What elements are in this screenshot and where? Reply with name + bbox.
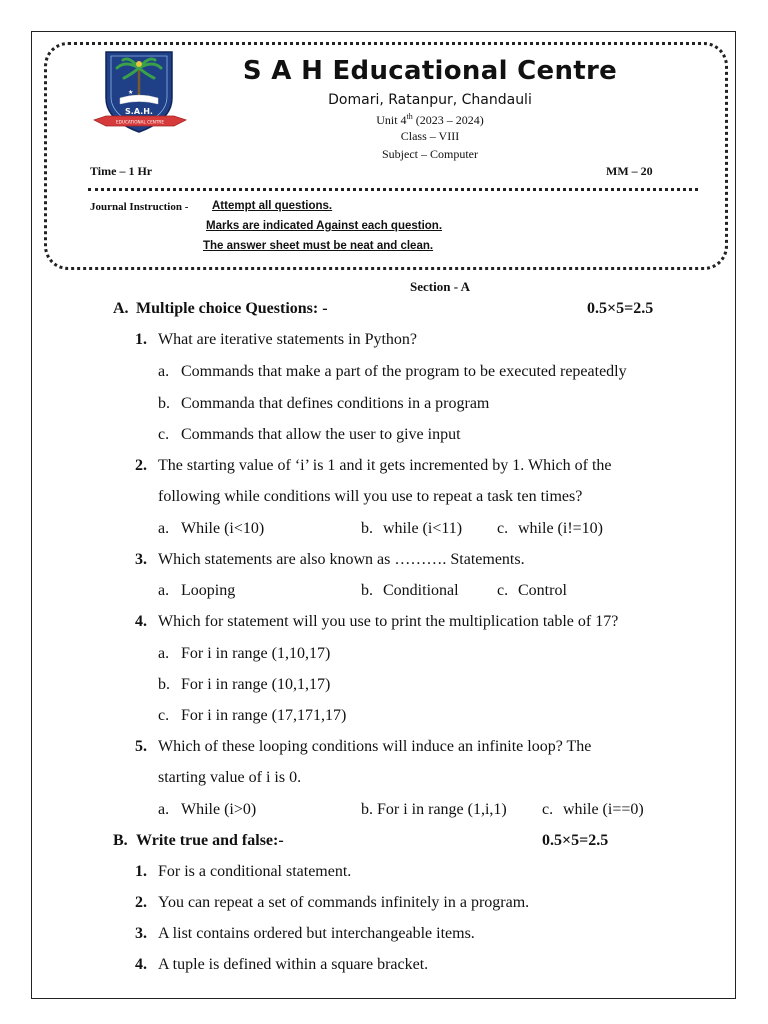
option-text: For i in range (10,1,17): [181, 676, 331, 693]
instruction-label: Journal Instruction -: [90, 201, 189, 213]
option-label: b.: [361, 520, 373, 537]
option-text: while (i!=10): [518, 520, 603, 537]
class-line: Class – VIII: [400, 129, 460, 143]
question-text-continued: following while conditions will you use to repeat a task ten times?: [158, 488, 583, 505]
statement-number: 4.: [135, 956, 147, 973]
question-text: What are iterative statements in Python?: [158, 331, 418, 348]
centre-title: S A H Educational Centre: [242, 56, 618, 86]
statement-text: A list contains ordered but interchangeable items.: [158, 925, 475, 942]
question-number: 1.: [135, 331, 147, 348]
centre-address: Domari, Ratanpur, Chandauli: [328, 92, 532, 108]
option-label: b.: [361, 582, 373, 599]
header-separator: [88, 188, 698, 191]
option-label: a.: [158, 520, 170, 537]
question-number: 4.: [135, 613, 147, 630]
question-text-continued: starting value of i is 0.: [158, 769, 302, 786]
option-label: c.: [497, 520, 509, 537]
part-b-title: Write true and false:-: [136, 832, 284, 849]
part-a-marks: 0.5×5=2.5: [587, 300, 654, 317]
part-b-letter: B.: [113, 832, 128, 849]
option-text: Commands that allow the user to give input: [181, 426, 461, 443]
option-text: Commands that make a part of the program to be executed repeatedly: [181, 363, 627, 380]
option-label: c.: [542, 801, 554, 818]
statement-number: 1.: [135, 863, 147, 880]
time-label: Time – 1 Hr: [90, 164, 153, 178]
instruction-line: Attempt all questions.: [212, 200, 333, 212]
instruction-line: The answer sheet must be neat and clean.: [203, 240, 434, 252]
question-text: Which for statement will you use to print the multiplication table of 17?: [158, 613, 619, 630]
option-label: c.: [158, 707, 170, 724]
statement-text: For is a conditional statement.: [158, 863, 352, 880]
part-b-marks: 0.5×5=2.5: [542, 832, 609, 849]
option-label: b.: [158, 395, 170, 412]
option-text: Looping: [181, 582, 236, 599]
part-a-letter: A.: [113, 300, 129, 317]
logo-ribbon-text: EDUCATIONAL CENTRE: [116, 119, 164, 125]
option-text: while (i<11): [383, 520, 463, 537]
question-text: Which statements are also known as ………. Statements.: [158, 551, 525, 568]
option-text: For i in range (1,10,17): [181, 645, 331, 662]
option-text: While (i>0): [181, 801, 257, 818]
option-text: while (i==0): [563, 801, 644, 818]
option-label: a.: [158, 801, 170, 818]
option-text: b. For i in range (1,i,1): [361, 801, 507, 818]
statement-number: 3.: [135, 925, 147, 942]
statement-text: You can repeat a set of commands infinitely in a program.: [158, 894, 530, 911]
statement-number: 2.: [135, 894, 147, 911]
option-text: Control: [518, 582, 567, 599]
max-marks-label: MM – 20: [606, 164, 653, 178]
option-label: a.: [158, 582, 170, 599]
statement-text: A tuple is defined within a square bracket.: [158, 956, 429, 973]
option-label: c.: [497, 582, 509, 599]
question-text: Which of these looping conditions will induce an infinite loop? The: [158, 738, 592, 755]
logo-text: S.A.H.: [125, 107, 153, 116]
option-label: a.: [158, 363, 170, 380]
option-label: c.: [158, 426, 170, 443]
part-a-title: Multiple choice Questions: -: [136, 300, 328, 317]
subject-line: Subject – Computer: [382, 147, 478, 161]
question-number: 3.: [135, 551, 147, 568]
option-label: a.: [158, 645, 170, 662]
option-text: While (i<10): [181, 520, 265, 537]
option-text: Conditional: [383, 582, 459, 599]
svg-text:★: ★: [128, 89, 134, 96]
section-title: Section - A: [410, 279, 470, 294]
question-number: 5.: [135, 738, 147, 755]
option-text: For i in range (17,171,17): [181, 707, 347, 724]
question-number: 2.: [135, 457, 147, 474]
unit-line: Unit 4th (2023 – 2024): [376, 112, 484, 127]
option-text: Commanda that defines conditions in a program: [181, 395, 490, 412]
option-label: b.: [158, 676, 170, 693]
school-logo: [92, 46, 188, 140]
question-text: The starting value of ‘i’ is 1 and it gets incremented by 1. Which of the: [158, 457, 612, 474]
instruction-line: Marks are indicated Against each question.: [206, 220, 443, 232]
